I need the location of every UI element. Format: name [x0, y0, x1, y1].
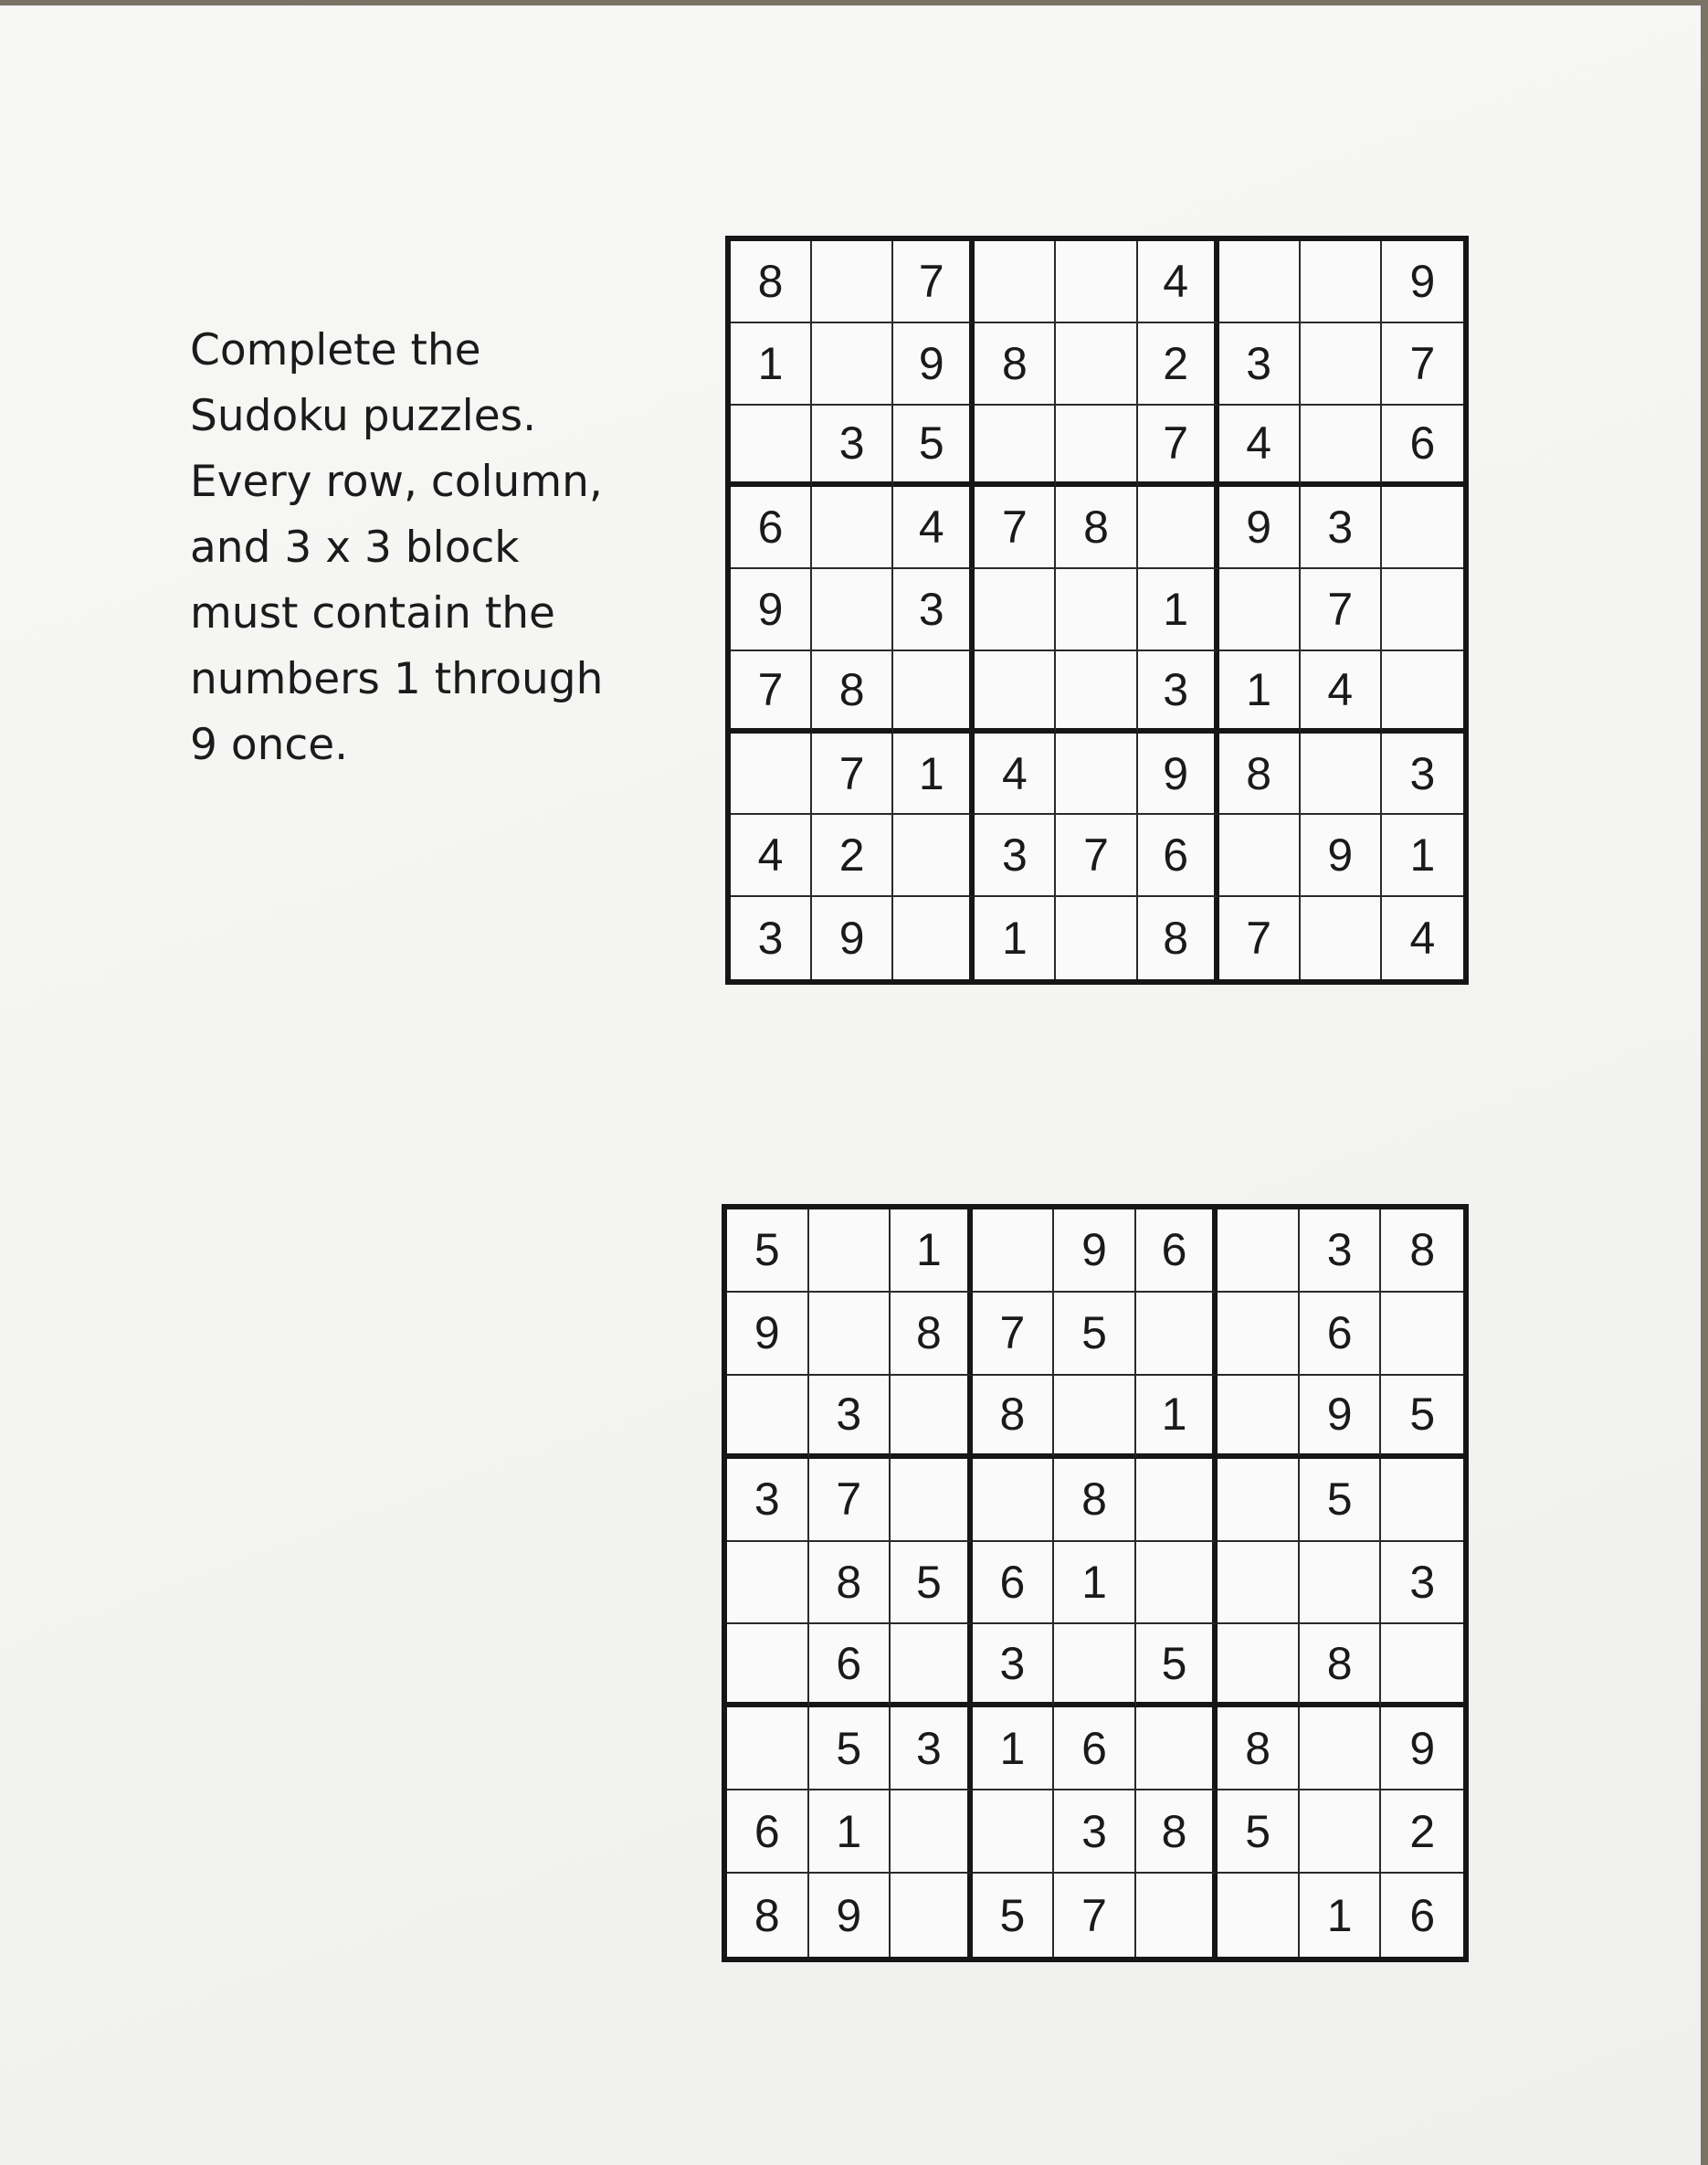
- sudoku-cell[interactable]: [891, 1624, 973, 1707]
- sudoku-cell[interactable]: [727, 1376, 809, 1459]
- sudoku-cell[interactable]: [975, 241, 1056, 323]
- sudoku-cell[interactable]: 5: [1300, 1459, 1382, 1542]
- sudoku-cell[interactable]: 7: [893, 241, 975, 323]
- sudoku-cell[interactable]: 5: [1136, 1624, 1218, 1707]
- sudoku-cell[interactable]: [1381, 1293, 1463, 1376]
- sudoku-cell[interactable]: 1: [1382, 815, 1463, 897]
- sudoku-cell[interactable]: 5: [1381, 1376, 1463, 1459]
- sudoku-cell[interactable]: 2: [1138, 323, 1219, 406]
- sudoku-cell[interactable]: 9: [1300, 1376, 1382, 1459]
- sudoku-cell[interactable]: 2: [1381, 1790, 1463, 1874]
- sudoku-cell[interactable]: 5: [1054, 1293, 1136, 1376]
- sudoku-cell[interactable]: 3: [1382, 734, 1463, 816]
- sudoku-cell[interactable]: [1056, 569, 1137, 651]
- sudoku-cell[interactable]: [812, 323, 893, 406]
- sudoku-cell[interactable]: [1136, 1459, 1218, 1542]
- sudoku-cell[interactable]: [1056, 241, 1137, 323]
- sudoku-cell[interactable]: 9: [1382, 241, 1463, 323]
- sudoku-cell[interactable]: 3: [1300, 1209, 1382, 1293]
- sudoku-cell[interactable]: 3: [973, 1624, 1055, 1707]
- sudoku-cell[interactable]: 7: [1138, 406, 1219, 488]
- sudoku-cell[interactable]: [1136, 1542, 1218, 1625]
- instructions-text: Complete the Sudoku puzzles. Every row, column, and 3 x 3 block must contain the numbers 1 through 9 once.: [190, 325, 604, 770]
- sudoku-cell[interactable]: 7: [1054, 1874, 1136, 1957]
- sudoku-cell[interactable]: [893, 815, 975, 897]
- sudoku-cell[interactable]: 1: [731, 323, 812, 406]
- sudoku-cell[interactable]: [1054, 1376, 1136, 1459]
- sudoku-cell[interactable]: 1: [1219, 651, 1301, 734]
- sudoku-cell[interactable]: 1: [1054, 1542, 1136, 1625]
- sudoku-cell[interactable]: 6: [809, 1624, 891, 1707]
- sudoku-cell[interactable]: 4: [1219, 406, 1301, 488]
- sudoku-cell[interactable]: 2: [812, 815, 893, 897]
- sudoku-cell[interactable]: [1300, 1707, 1382, 1790]
- sudoku-cell[interactable]: 8: [1136, 1790, 1218, 1874]
- sudoku-cell[interactable]: 4: [1138, 241, 1219, 323]
- sudoku-cell[interactable]: 4: [731, 815, 812, 897]
- sudoku-cell[interactable]: [973, 1209, 1055, 1293]
- sudoku-cell[interactable]: [731, 406, 812, 488]
- sudoku-cell[interactable]: 8: [1218, 1707, 1300, 1790]
- sudoku-cell[interactable]: 6: [727, 1790, 809, 1874]
- sudoku-cell[interactable]: [975, 406, 1056, 488]
- sudoku-cell[interactable]: 3: [891, 1707, 973, 1790]
- sudoku-cell[interactable]: 9: [812, 897, 893, 979]
- sudoku-cell[interactable]: 6: [1054, 1707, 1136, 1790]
- sudoku-puzzle-1: [725, 236, 1469, 985]
- sudoku-cell[interactable]: [891, 1376, 973, 1459]
- sudoku-cell[interactable]: 4: [1409, 913, 1436, 965]
- sudoku-cell[interactable]: [1381, 1459, 1463, 1542]
- sudoku-cell[interactable]: 6: [731, 487, 812, 569]
- sudoku-cell[interactable]: [1218, 1459, 1300, 1542]
- sudoku-cell[interactable]: 9: [727, 1293, 809, 1376]
- sudoku-cell[interactable]: [1218, 1376, 1300, 1459]
- sudoku-cell[interactable]: [893, 651, 975, 734]
- sudoku-cell[interactable]: 9: [1301, 815, 1382, 897]
- sudoku-cell[interactable]: [812, 487, 893, 569]
- sudoku-cell[interactable]: 6: [1300, 1293, 1382, 1376]
- sudoku-cell[interactable]: [891, 1874, 973, 1957]
- sudoku-cell[interactable]: [975, 651, 1056, 734]
- sudoku-cell[interactable]: [812, 241, 893, 323]
- sudoku-cell[interactable]: 9: [1381, 1707, 1463, 1790]
- sudoku-cell[interactable]: 5: [727, 1209, 809, 1293]
- sudoku-cell[interactable]: [812, 569, 893, 651]
- sudoku-cell[interactable]: 8: [731, 241, 812, 323]
- sudoku-cell[interactable]: 7: [1301, 569, 1382, 651]
- sudoku-cell[interactable]: [727, 1624, 809, 1707]
- sudoku-cell[interactable]: 3: [727, 1459, 809, 1542]
- sudoku-cell[interactable]: [1219, 569, 1301, 651]
- sudoku-cell[interactable]: [1301, 406, 1382, 488]
- sudoku-cell[interactable]: 8: [1054, 1459, 1136, 1542]
- sudoku-cell[interactable]: 3: [893, 569, 975, 651]
- sudoku-puzzle-2: [722, 1204, 1469, 1962]
- sudoku-cell[interactable]: 9: [893, 323, 975, 406]
- sudoku-cell[interactable]: 7: [731, 651, 812, 734]
- sudoku-cell[interactable]: 4: [893, 487, 975, 569]
- sudoku-cell[interactable]: [1136, 1293, 1218, 1376]
- sudoku-cell[interactable]: [1300, 1790, 1382, 1874]
- sudoku-cell[interactable]: [1381, 1624, 1463, 1707]
- sudoku-cell[interactable]: [1301, 897, 1382, 979]
- sudoku-cell[interactable]: [1136, 1707, 1218, 1790]
- sudoku-cell[interactable]: 3: [1219, 323, 1301, 406]
- sudoku-cell[interactable]: 5: [809, 1707, 891, 1790]
- sudoku-cell[interactable]: 8: [973, 1376, 1055, 1459]
- sudoku-cell[interactable]: [893, 897, 975, 979]
- sudoku-cell[interactable]: 9: [1219, 487, 1301, 569]
- sudoku-cell[interactable]: 4: [975, 734, 1056, 816]
- sudoku-cell[interactable]: [1382, 651, 1463, 734]
- sudoku-cell[interactable]: 9: [1138, 734, 1219, 816]
- sudoku-cell[interactable]: [809, 1293, 891, 1376]
- sudoku-cell[interactable]: [1301, 734, 1382, 816]
- sudoku-cell[interactable]: [975, 569, 1056, 651]
- sudoku-cell[interactable]: [1136, 1874, 1218, 1957]
- sudoku-cell[interactable]: 6: [1382, 406, 1463, 488]
- sudoku-cell[interactable]: 3: [809, 1376, 891, 1459]
- sudoku-cell[interactable]: [1218, 1293, 1300, 1376]
- sudoku-cell[interactable]: 1: [1300, 1874, 1382, 1957]
- sudoku-cell[interactable]: 9: [1054, 1209, 1136, 1293]
- sudoku-cell[interactable]: [1056, 734, 1137, 816]
- sudoku-cell[interactable]: [1218, 1209, 1300, 1293]
- sudoku-cell[interactable]: 3: [1054, 1790, 1136, 1874]
- sudoku-cell[interactable]: [1300, 1542, 1382, 1625]
- sudoku-cell[interactable]: 8: [975, 323, 1056, 406]
- sudoku-cell[interactable]: 8: [891, 1293, 973, 1376]
- sudoku-cell[interactable]: [1382, 487, 1463, 569]
- sudoku-cell[interactable]: 3: [1301, 487, 1382, 569]
- sudoku-cell[interactable]: [731, 734, 812, 816]
- sudoku-cell[interactable]: 5: [891, 1542, 973, 1625]
- sudoku-cell[interactable]: 7: [812, 734, 893, 816]
- sudoku-cell[interactable]: 3: [975, 815, 1056, 897]
- sudoku-cell[interactable]: 7: [809, 1459, 891, 1542]
- sudoku-cell[interactable]: 8: [727, 1874, 809, 1957]
- sudoku-cell[interactable]: 8: [1300, 1624, 1382, 1707]
- sudoku-cell[interactable]: [727, 1542, 809, 1625]
- sudoku-cell[interactable]: 6: [1136, 1209, 1218, 1293]
- sudoku-cell[interactable]: 4: [1301, 651, 1382, 734]
- sudoku-cell[interactable]: [1056, 323, 1137, 406]
- sudoku-cell[interactable]: [1219, 815, 1301, 897]
- sudoku-cell[interactable]: 5: [893, 406, 975, 488]
- sudoku-cell[interactable]: [973, 1790, 1055, 1874]
- sudoku-cell[interactable]: 1: [973, 1707, 1055, 1790]
- sudoku-cell[interactable]: 9: [809, 1874, 891, 1957]
- sudoku-cell[interactable]: [1219, 241, 1301, 323]
- sudoku-cell[interactable]: [1056, 897, 1137, 979]
- sudoku-cell[interactable]: [1056, 651, 1137, 734]
- sudoku-cell[interactable]: [973, 1459, 1055, 1542]
- sudoku-cell[interactable]: 6: [973, 1542, 1055, 1625]
- sudoku-cell[interactable]: [1138, 487, 1219, 569]
- sudoku-cell[interactable]: 7: [973, 1293, 1055, 1376]
- sudoku-cell[interactable]: 8: [1056, 487, 1137, 569]
- sudoku-cell[interactable]: 5: [1218, 1790, 1300, 1874]
- sudoku-cell[interactable]: [1382, 569, 1463, 651]
- sudoku-cell[interactable]: 3: [1138, 651, 1219, 734]
- sudoku-cell[interactable]: 8: [812, 651, 893, 734]
- sudoku-cell[interactable]: 1: [1138, 569, 1219, 651]
- sudoku-cell[interactable]: 6: [1138, 815, 1219, 897]
- sudoku-cell[interactable]: 3: [731, 897, 812, 979]
- sudoku-cell[interactable]: [1218, 1874, 1300, 1957]
- sudoku-cell[interactable]: [809, 1209, 891, 1293]
- sudoku-cell[interactable]: [1218, 1542, 1300, 1625]
- sudoku-cell[interactable]: 8: [1138, 897, 1219, 979]
- sudoku-cell[interactable]: 7: [1056, 815, 1137, 897]
- sudoku-cell[interactable]: 7: [975, 487, 1056, 569]
- sudoku-cell[interactable]: 3: [1381, 1542, 1463, 1625]
- sudoku-cell[interactable]: 1: [893, 734, 975, 816]
- sudoku-cell[interactable]: 1: [975, 897, 1056, 979]
- sudoku-cell[interactable]: 1: [809, 1790, 891, 1874]
- sudoku-cell[interactable]: 6: [1409, 1889, 1436, 1941]
- sudoku-cell[interactable]: [727, 1707, 809, 1790]
- sudoku-cell[interactable]: 8: [809, 1542, 891, 1625]
- sudoku-cell[interactable]: 7: [1219, 897, 1301, 979]
- sudoku-cell[interactable]: [1301, 241, 1382, 323]
- sudoku-cell[interactable]: [891, 1459, 973, 1542]
- sudoku-cell[interactable]: 8: [1219, 734, 1301, 816]
- sudoku-cell[interactable]: 9: [731, 569, 812, 651]
- sudoku-cell[interactable]: 1: [891, 1209, 973, 1293]
- sudoku-cell[interactable]: 1: [1136, 1376, 1218, 1459]
- sudoku-cell[interactable]: [1218, 1624, 1300, 1707]
- sudoku-cell[interactable]: [1301, 323, 1382, 406]
- sudoku-cell[interactable]: 3: [812, 406, 893, 488]
- sudoku-cell[interactable]: 5: [973, 1874, 1055, 1957]
- sudoku-cell[interactable]: [1056, 406, 1137, 488]
- sudoku-cell[interactable]: 8: [1381, 1209, 1463, 1293]
- sudoku-cell[interactable]: [891, 1790, 973, 1874]
- sudoku-cell[interactable]: 7: [1382, 323, 1463, 406]
- sudoku-cell[interactable]: [1054, 1624, 1136, 1707]
